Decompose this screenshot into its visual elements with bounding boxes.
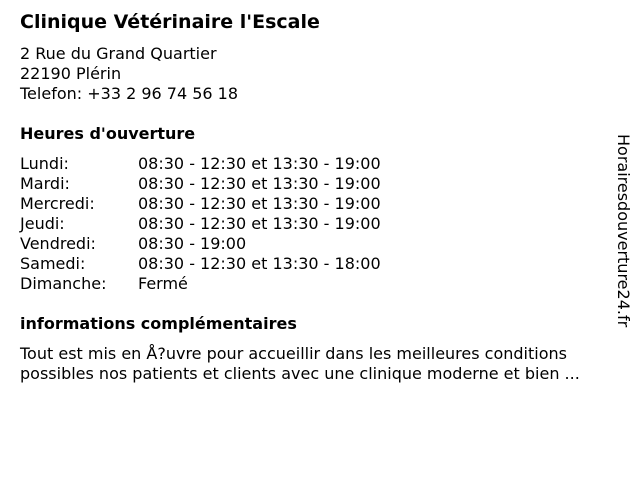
time-range: 08:30 - 12:30 et 13:30 - 19:00	[138, 174, 381, 193]
day-label: Mercredi:	[20, 194, 95, 213]
day-label: Lundi:	[20, 154, 69, 173]
opening-hours-heading: Heures d'ouverture	[20, 124, 196, 143]
info-line: possibles nos patients et clients avec une clinique moderne et bien ...	[20, 364, 580, 383]
day-label: Jeudi:	[20, 214, 65, 233]
city-postcode: 22190 Plérin	[20, 64, 122, 83]
day-label: Vendredi:	[20, 234, 96, 253]
day-label: Dimanche:	[20, 274, 107, 293]
business-name: Clinique Vétérinaire l'Escale	[20, 11, 320, 33]
street-address: 2 Rue du Grand Quartier	[20, 44, 217, 63]
info-line: Tout est mis en Å?uvre pour accueillir dans les meilleures conditions	[20, 344, 567, 363]
address-block	[20, 44, 238, 104]
phone-number: Telefon: +33 2 96 74 56 18	[20, 84, 239, 103]
time-range: 08:30 - 12:30 et 13:30 - 19:00	[138, 154, 381, 173]
time-range: 08:30 - 19:00	[138, 234, 247, 253]
day-label: Mardi:	[20, 174, 70, 193]
time-range: Fermé	[138, 274, 188, 293]
time-range: 08:30 - 12:30 et 13:30 - 18:00	[138, 254, 381, 273]
time-range: 08:30 - 12:30 et 13:30 - 19:00	[138, 194, 381, 213]
day-label: Samedi:	[20, 254, 86, 273]
additional-info-heading: informations complémentaires	[20, 314, 297, 333]
time-range: 08:30 - 12:30 et 13:30 - 19:00	[138, 214, 381, 233]
site-watermark: Horairesdouverture24.fr	[614, 134, 633, 328]
additional-info-text	[20, 344, 620, 384]
